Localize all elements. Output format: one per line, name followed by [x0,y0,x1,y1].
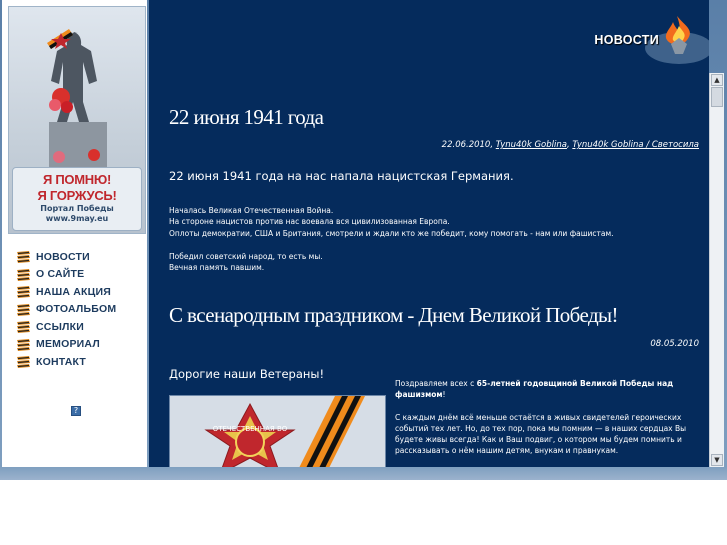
main-nav [16,248,144,371]
st-george-ribbon-icon [16,355,31,368]
scroll-up-button[interactable]: ▲ [711,74,723,86]
nav-item-campaign[interactable] [16,283,144,301]
order-star-icon [170,396,386,467]
st-george-ribbon-icon [16,320,31,333]
article-paragraph: Вечная память павшим. [169,263,265,272]
greeting-bold-text: 65-летней годовщиной Великой Победы над фашизмом [395,379,674,400]
article-paragraph: Оплоты демократии, США и Британия, смотрели и ждали кто же победит, кому помогать - нам или фашистам. [169,229,614,238]
logo-slogan-2: Я ГОРЖУСЬ! [37,188,117,203]
order-of-patriotic-war-image[interactable] [169,395,386,467]
article-body [395,378,705,457]
nav-label: ССЫЛКИ [36,320,84,333]
article-lead: 22 июня 1941 года на нас напала нацистская Германия. [169,169,514,183]
st-george-ribbon-icon [16,303,31,316]
soldier-statue-icon [39,27,117,167]
nav-item-about[interactable] [16,266,144,284]
vertical-scrollbar[interactable] [709,73,724,467]
article-meta [169,339,699,349]
author-link[interactable]: Tynu40k Goblina [495,140,567,150]
content-area [149,0,709,467]
nav-item-links[interactable] [16,318,144,336]
section-header [149,0,709,70]
article-paragraph: На стороне нацистов против нас воевала вся цивилизованная Европа. [169,217,450,226]
st-george-ribbon-icon [16,285,31,298]
sidebar [2,0,147,467]
nav-item-contact[interactable] [16,353,144,371]
logo-slogan-1: Я ПОМНЮ! [43,172,111,187]
nav-item-news[interactable] [16,248,144,266]
author-separator: , [566,140,570,150]
greeting-text: Поздравляем всех с [395,379,477,388]
nav-item-photoalbum[interactable] [16,301,144,319]
article-title[interactable]: С всенародным праздником - Днем Великой Победы! [169,303,618,327]
bottom-strip [0,467,727,480]
author-link[interactable]: Tynu40k Goblina / Светосила [572,140,699,150]
article-paragraph: С каждым днём всё меньше остаётся в живых свидетелей героических событий тех лет. Но, до тех пор, пока мы помним — в наших сердцах Вы будете живы всегда! Как и Ваш подвиг, о котором мы будем помнить и рассказывать о нём нашим детям, внукам и правнукам. [395,412,687,456]
article-date: 08.05.2010 [650,339,699,349]
article-paragraph: Победил советский народ, то есть мы. [169,252,323,261]
article-meta [169,140,699,150]
scroll-down-button[interactable]: ▼ [711,454,723,466]
scroll-thumb[interactable] [711,87,723,107]
section-title: НОВОСТИ [594,33,659,47]
logo-plate [12,167,142,231]
nav-label: КОНТАКТ [36,355,86,368]
order-inscription: ОТЕЧЕСТВЕННАЯ ВО [212,425,288,433]
logo-portal-name: Портал Победы [40,204,114,213]
nav-label: ФОТОАЛЬБОМ [36,303,117,316]
logo-url: www.9may.eu [45,214,109,223]
nav-label: МЕМОРИАЛ [36,338,100,351]
article-lead: Дорогие наши Ветераны! [169,367,325,381]
greeting-punct: ! [442,390,446,400]
st-george-ribbon-icon [16,250,31,263]
site-logo[interactable] [8,6,146,234]
article-paragraph [395,378,705,401]
article-title[interactable]: 22 июня 1941 года [169,105,324,129]
st-george-ribbon-icon [16,268,31,281]
st-george-ribbon-icon [16,338,31,351]
nav-label: НОВОСТИ [36,250,90,263]
help-icon[interactable]: ? [71,406,81,416]
nav-label: НАША АКЦИЯ [36,285,111,298]
nav-label: О САЙТЕ [36,268,85,281]
nav-item-memorial[interactable] [16,336,144,354]
article-date: 22.06.2010, [441,140,494,150]
article-paragraph: Началась Великая Отечественная Война. [169,206,334,215]
